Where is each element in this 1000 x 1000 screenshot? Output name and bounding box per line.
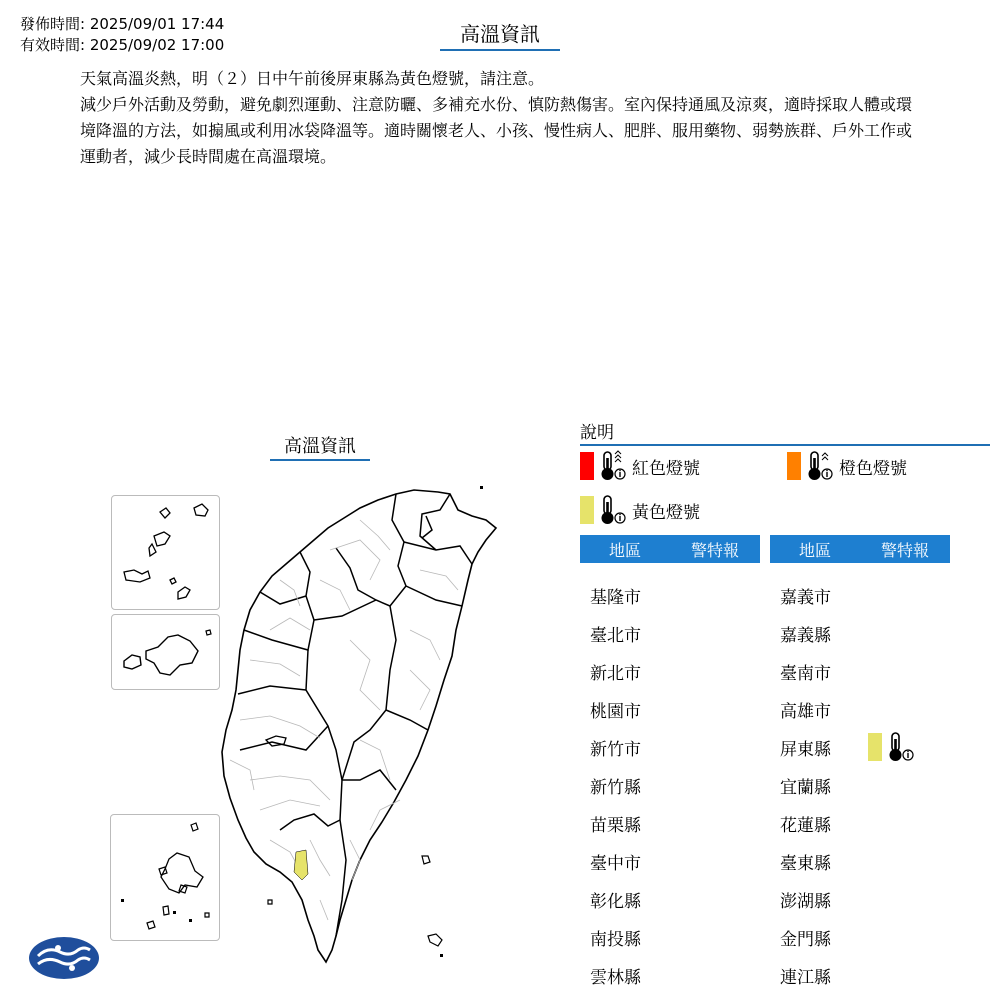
region-name: 臺北市 (590, 625, 641, 646)
table-row (770, 614, 950, 652)
orange-swatch (787, 452, 801, 480)
table-row (580, 728, 760, 766)
region-name: 澎湖縣 (780, 891, 831, 912)
legend-item-yellow (580, 494, 700, 526)
legend-label-yellow: 黃色燈號 (632, 502, 700, 523)
thermometer-icon (886, 731, 914, 763)
table-row (580, 614, 760, 652)
region-name: 苗栗縣 (590, 815, 641, 836)
region-name: 高雄市 (780, 701, 831, 722)
thermometer-icon (598, 450, 626, 482)
table-row (770, 766, 950, 804)
page-title: 高溫資訊 (440, 18, 560, 51)
table-row (580, 804, 760, 842)
issued-time: 發佈時間: 2025/09/01 17:44 (20, 15, 225, 33)
inset-matsu (111, 495, 220, 610)
inset-kinmen (111, 614, 220, 690)
region-name: 宜蘭縣 (780, 777, 831, 798)
table-row (770, 956, 950, 994)
col-warning: 警特報 (690, 540, 739, 560)
warning-cell (860, 731, 950, 763)
table-row (770, 804, 950, 842)
taiwan-outline (222, 490, 496, 962)
region-name: 新竹市 (590, 739, 641, 760)
region-name: 花蓮縣 (780, 815, 831, 836)
table-row (770, 690, 950, 728)
red-swatch (580, 452, 594, 480)
yellow-warning-swatch (868, 733, 882, 761)
region-name: 新北市 (590, 663, 641, 684)
yellow-swatch (580, 496, 594, 524)
thermometer-icon (598, 494, 626, 526)
region-name: 屏東縣 (780, 739, 831, 760)
table-row (770, 880, 950, 918)
region-name: 新竹縣 (590, 777, 641, 798)
table-row (580, 690, 760, 728)
cwa-logo-icon (28, 936, 100, 980)
table-row (770, 652, 950, 690)
table-row (770, 576, 950, 614)
region-name: 彰化縣 (590, 891, 641, 912)
legend-item-orange (787, 450, 907, 482)
table-row (770, 728, 950, 766)
region-name: 金門縣 (780, 929, 831, 950)
table-row (580, 766, 760, 804)
map-title: 高溫資訊 (270, 432, 370, 461)
table-row (770, 918, 950, 956)
table-row (770, 842, 950, 880)
region-name: 臺中市 (590, 853, 641, 874)
region-name: 臺東縣 (780, 853, 831, 874)
table-row (580, 652, 760, 690)
taiwan-map (210, 480, 510, 965)
issue-info (20, 14, 224, 56)
table-row (580, 956, 760, 994)
table-header-left (580, 535, 760, 563)
advisory-line-1: 天氣高溫炎熱，明（２）日中午前後屏東縣為黃色燈號，請注意。 (80, 69, 545, 88)
col-region: 地區 (608, 540, 641, 560)
col-region: 地區 (798, 540, 831, 560)
legend-label-orange: 橙色燈號 (839, 458, 907, 479)
table-row (580, 918, 760, 956)
region-name: 桃園市 (590, 701, 641, 722)
table-row (580, 842, 760, 880)
legend-item-red (580, 450, 700, 482)
region-name: 南投縣 (590, 929, 641, 950)
inset-penghu (110, 814, 220, 941)
table-row (580, 880, 760, 918)
region-name: 嘉義市 (780, 587, 831, 608)
col-warning: 警特報 (880, 540, 929, 560)
valid-time: 有效時間: 2025/09/02 17:00 (20, 36, 225, 54)
region-name: 雲林縣 (590, 967, 641, 988)
table-row (580, 576, 760, 614)
region-name: 基隆市 (590, 587, 641, 608)
region-name: 連江縣 (780, 967, 831, 988)
advisory-text (80, 66, 920, 170)
region-name: 嘉義縣 (780, 625, 831, 646)
legend-title: 說明 (580, 418, 990, 446)
thermometer-icon (805, 450, 833, 482)
table-header-right (770, 535, 950, 563)
region-name: 臺南市 (780, 663, 831, 684)
legend-label-red: 紅色燈號 (632, 458, 700, 479)
advisory-line-2: 減少戶外活動及勞動，避免劇烈運動、注意防曬、多補充水份、慎防熱傷害。室內保持通風及涼爽，適時採取人體或環境降溫的方法，如搧風或利用冰袋降溫等。適時關懷老人、小孩、慢性病人、肥胖、服用藥物、弱勢族群、戶外工作或運動者，減少長時間處在高溫環境。 (80, 95, 913, 166)
